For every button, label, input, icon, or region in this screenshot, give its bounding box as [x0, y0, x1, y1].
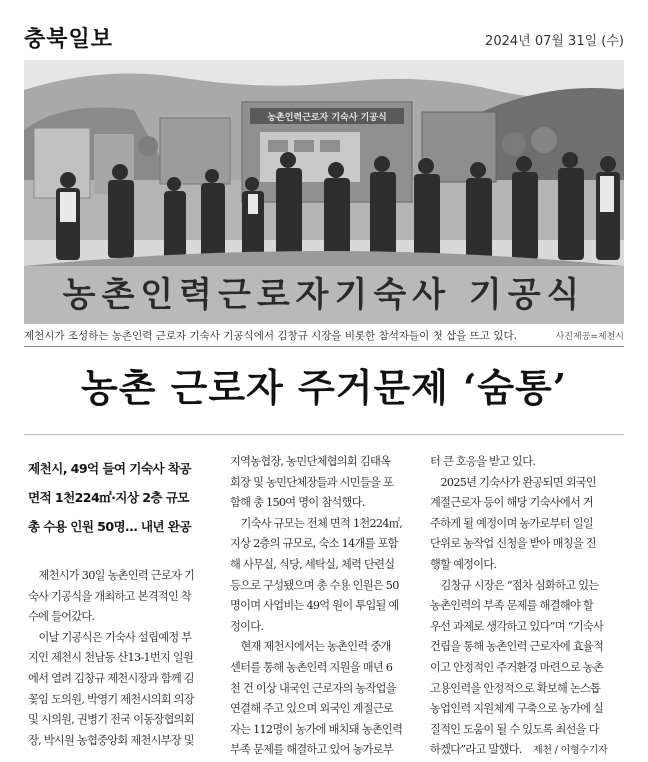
headline: 농촌 근로자 주거문제 ‘숨통’ [81, 365, 567, 410]
backdrop-banner-text: 농촌인력근로자 기숙사 기공식 [267, 113, 387, 123]
article-line: 계절근로자 등이 해당 기숙사에서 거 [430, 496, 594, 510]
subheading: 면적 1천224㎡·지상 2층 규모 [28, 490, 189, 505]
article-line-text: 하겠다”라고 말했다. [430, 743, 522, 757]
article-column-1 [28, 566, 218, 751]
article-line: 천 건 이상 내국인 근로자의 농작업을 [230, 681, 396, 695]
ceremony-photo [24, 60, 624, 324]
article-column-2 [230, 452, 420, 761]
article-line: 회장 및 농민단체장들과 시민들을 포 [230, 475, 394, 489]
article-line: 김창규 시장은 “점차 심화하고 있는 [430, 578, 599, 592]
article-line: 에서 열려 김창규 제천시장과 함께 김 [28, 671, 194, 685]
article-line: 이날 기공식은 기숙사 설립예정 부 [28, 630, 192, 644]
newspaper-name: 충북일보 [24, 26, 114, 52]
article-line: 주하게 될 예정이며 농가로부터 일일 [430, 516, 594, 530]
article-line: 기숙사 규모는 전체 면적 1천224㎡, [230, 516, 403, 530]
ceremony-photo-illustration [24, 60, 624, 324]
article-line: 질적인 도움이 될 수 있도록 최선을 다 [430, 722, 599, 736]
photo-credit: 사진제공=제천시 [555, 332, 624, 342]
article-column-3 [430, 452, 620, 762]
article-line: 터 큰 호응을 받고 있다. [430, 455, 536, 468]
article-line: 꽃임 도의원, 박영기 제천시의회 의장 [28, 692, 194, 706]
article-line: 수에 들어갔다. [28, 610, 95, 624]
article-line: 등으로 구성됐으며 총 수용 인원은 50 [230, 578, 399, 592]
article-line: 현재 제천시에서는 농촌인력 중개 [230, 640, 391, 654]
subheadings [28, 454, 218, 541]
article-line: 행할 예정이다. [430, 557, 497, 571]
article-line: 단위로 농작업 신청을 받아 매칭을 진 [430, 537, 596, 551]
photo-caption [24, 328, 624, 344]
article-line: 및 시의원, 권병기 전국 이동장협의회 [28, 713, 194, 727]
article-line: 부족 문제를 해결하고 있어 농가로부 [230, 743, 394, 757]
article-line: 이고 안정적인 주거환경 마련으로 농촌 [430, 660, 604, 674]
publication-date: 2024년 07월 31일 (수) [485, 34, 624, 49]
article-line: 농업인력 지원체계 구축으로 농가에 실 [430, 702, 604, 716]
article-line: 농촌인력의 부족 문제를 해결해야 할 [430, 599, 594, 613]
article-line: 연결해 주고 있으며 외국인 계절근로 [230, 702, 394, 716]
article-line [430, 740, 620, 762]
article-line: 정이다. [230, 619, 264, 633]
byline: 제천 / 이형수기자 [533, 745, 608, 757]
article-line: 자는 112명이 농가에 배치돼 농촌인력 [230, 722, 403, 736]
article-line: 지상 2층의 규모로, 숙소 14개를 포함 [230, 537, 398, 551]
article-line: 건립을 통해 농촌인력 근로자에 효율적 [430, 640, 604, 654]
article-line: 지인 제천시 천남동 산13-1번지 일원 [28, 651, 194, 665]
article-line: 지역농협장, 농민단체협의회 김태옥 [230, 455, 391, 468]
article-line: 2025년 기숙사가 완공되면 외국인 [430, 475, 597, 489]
front-banner-text: 농촌인력근로자기숙사 기공식 [62, 275, 586, 315]
article-line: 장, 박시원 농협중앙회 제천시부장 및 [28, 733, 194, 747]
masthead [24, 22, 624, 54]
caption-divider [24, 346, 624, 347]
article-line: 고용인력을 안정적으로 확보해 논스톱 [430, 681, 601, 695]
subheading: 총 수용 인원 50명… 내년 완공 [28, 519, 191, 534]
caption-text: 제천시가 조성하는 농촌인력 근로자 기숙사 기공식에서 김창규 시장을 비롯한 참석자들이 첫 삽을 뜨고 있다. [24, 330, 518, 342]
article-line: 제천시가 30일 농촌인력 근로자 기 [28, 569, 195, 582]
article-line: 함해 총 150여 명이 참석했다. [230, 496, 365, 510]
headline-divider [24, 434, 624, 435]
article-line: 해 사무실, 식당, 세탁실, 체력 단련실 [230, 557, 395, 571]
article-line: 숙사 기공식을 개최하고 본격적인 착 [28, 589, 192, 603]
subheading: 제천시, 49억 들여 기숙사 착공 [28, 461, 191, 476]
article-line: 명이며 사업비는 49억 원이 투입될 예 [230, 599, 399, 613]
article-line: 우선 과제로 생각하고 있다”며 “기숙사 [430, 619, 604, 633]
article-line: 센터를 통해 농촌인력 지원을 매년 6 [230, 660, 393, 674]
